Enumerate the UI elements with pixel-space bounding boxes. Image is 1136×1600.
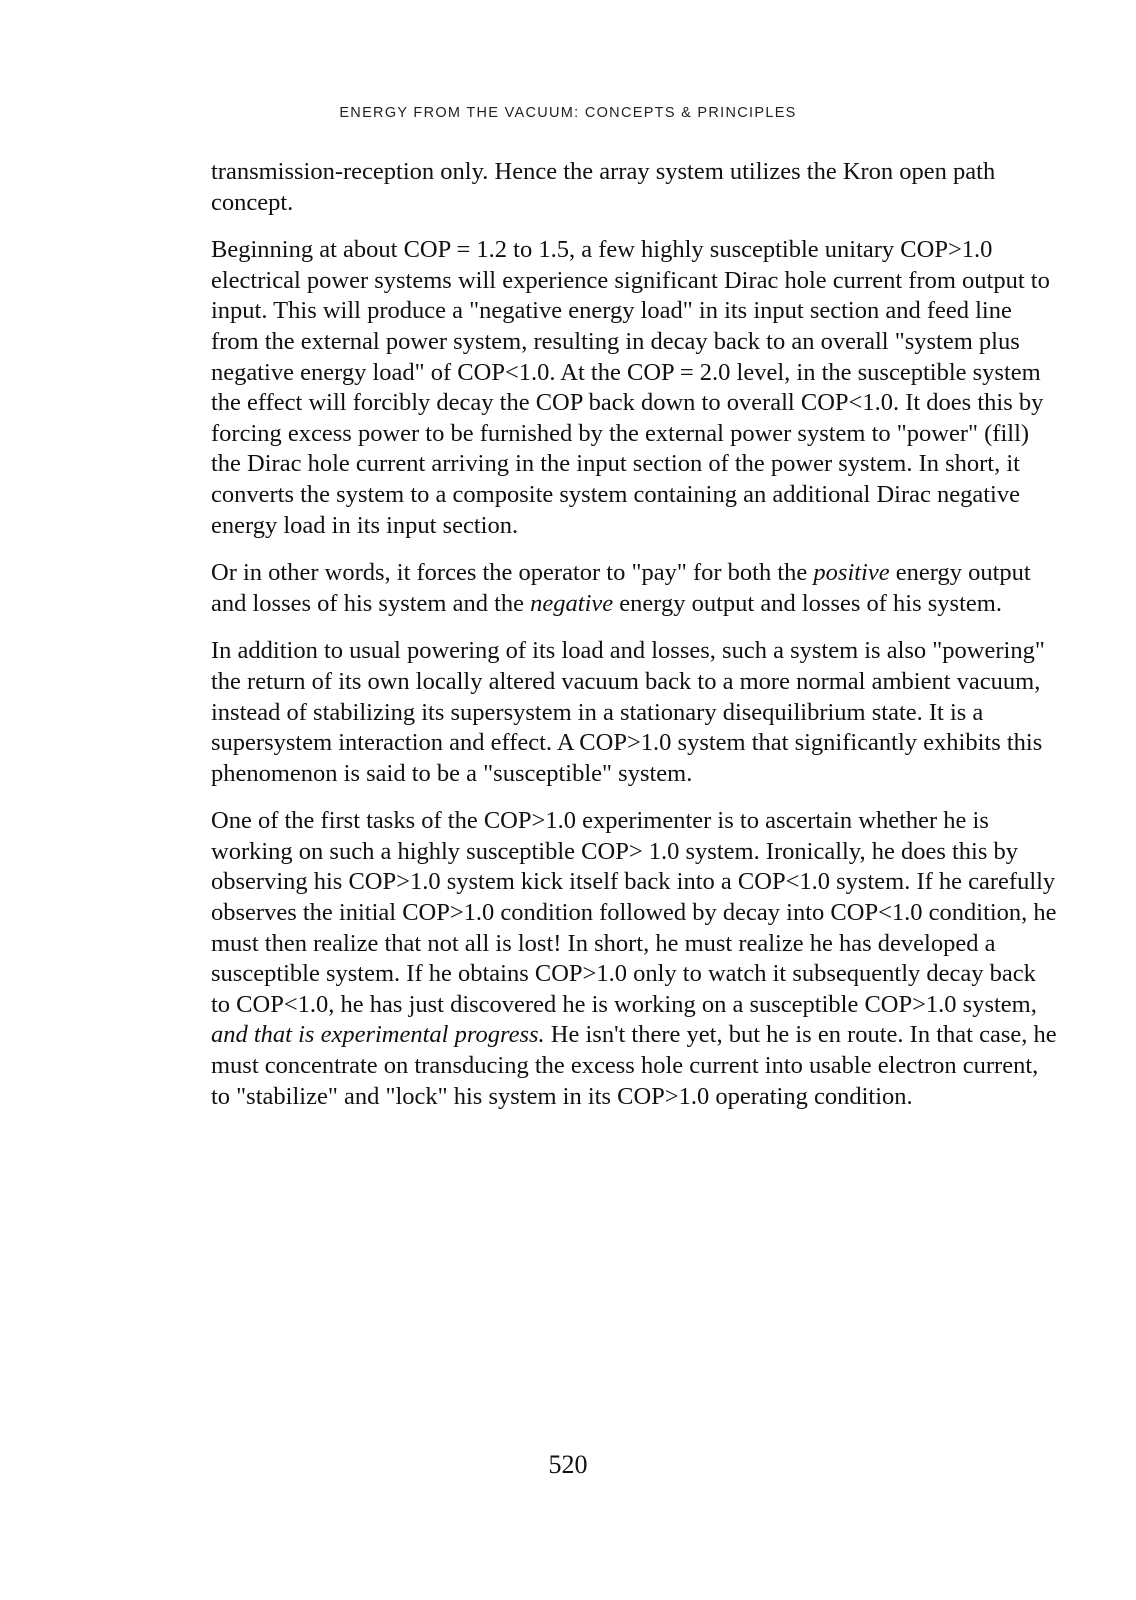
- paragraph-text: energy output and losses of his system.: [613, 589, 1002, 617]
- paragraph-text: He isn't there yet, but he is en route. In that case, he must concentrate on transducing the excess hole current into usable electron current, to "stabilize" and "lock" his system in its COP>1.0 operating condition.: [211, 1021, 1057, 1110]
- paragraph: [211, 157, 1061, 218]
- paragraph: [211, 806, 1061, 1112]
- emphasis-text: positive: [813, 559, 890, 587]
- paragraph-text: Beginning at about COP = 1.2 to 1.5, a few highly susceptible unitary COP>1.0 electrical power systems will experience significant Dirac hole current from output to input. This will produce a "negative energy load" in its input section and feed line from the external power system, resulting in decay back to an overall "system plus negative energy load" of COP<1.0. At the COP = 2.0 level, in the susceptible system the effect will forcibly decay the COP back down to overall COP<1.0. It does this by forcing excess power to be furnished by the external power system to "power" (fill) the Dirac hole current arriving in the input section of the power system. In short, it converts the system to a composite system containing an additional Dirac negative energy load in its input section.: [211, 236, 1050, 539]
- paragraph: [211, 235, 1061, 541]
- paragraph-text: energy output and losses of his system and the: [211, 559, 1031, 617]
- paragraph: [211, 636, 1061, 789]
- body-text: [211, 157, 1061, 1129]
- running-header: ENERGY FROM THE VACUUM: CONCEPTS & PRINCIPLES: [339, 105, 797, 121]
- paragraph-text: One of the first tasks of the COP>1.0 experimenter is to ascertain whether he is working on such a highly susceptible COP> 1.0 system. Ironically, he does this by observing his COP>1.0 system kick itself back into a COP<1.0 system. If he carefully observes the initial COP>1.0 condition followed by decay into COP<1.0 condition, he must then realize that not all is lost! In short, he must realize he has developed a susceptible system. If he obtains COP>1.0 only to watch it subsequently decay back to COP<1.0, he has just discovered he is working on a susceptible COP>1.0 system,: [211, 807, 1057, 1018]
- paragraph: [211, 558, 1061, 619]
- emphasis-text: and that is experimental progress.: [211, 1021, 545, 1049]
- paragraph-text: Or in other words, it forces the operator to "pay" for both the: [211, 559, 814, 587]
- emphasis-text: negative: [530, 589, 614, 617]
- paragraph-text: In addition to usual powering of its load and losses, such a system is also "powering" the return of its own locally altered vacuum back to a more normal ambient vacuum, instead of stabilizing its supersystem in a stationary disequilibrium state. It is a supersystem interaction and effect. A COP>1.0 system that significantly exhibits this phenomenon is said to be a "susceptible" system.: [211, 637, 1045, 787]
- page-number: 520: [548, 1450, 588, 1479]
- paragraph-text: transmission-reception only. Hence the array system utilizes the Kron open path concept.: [211, 158, 996, 216]
